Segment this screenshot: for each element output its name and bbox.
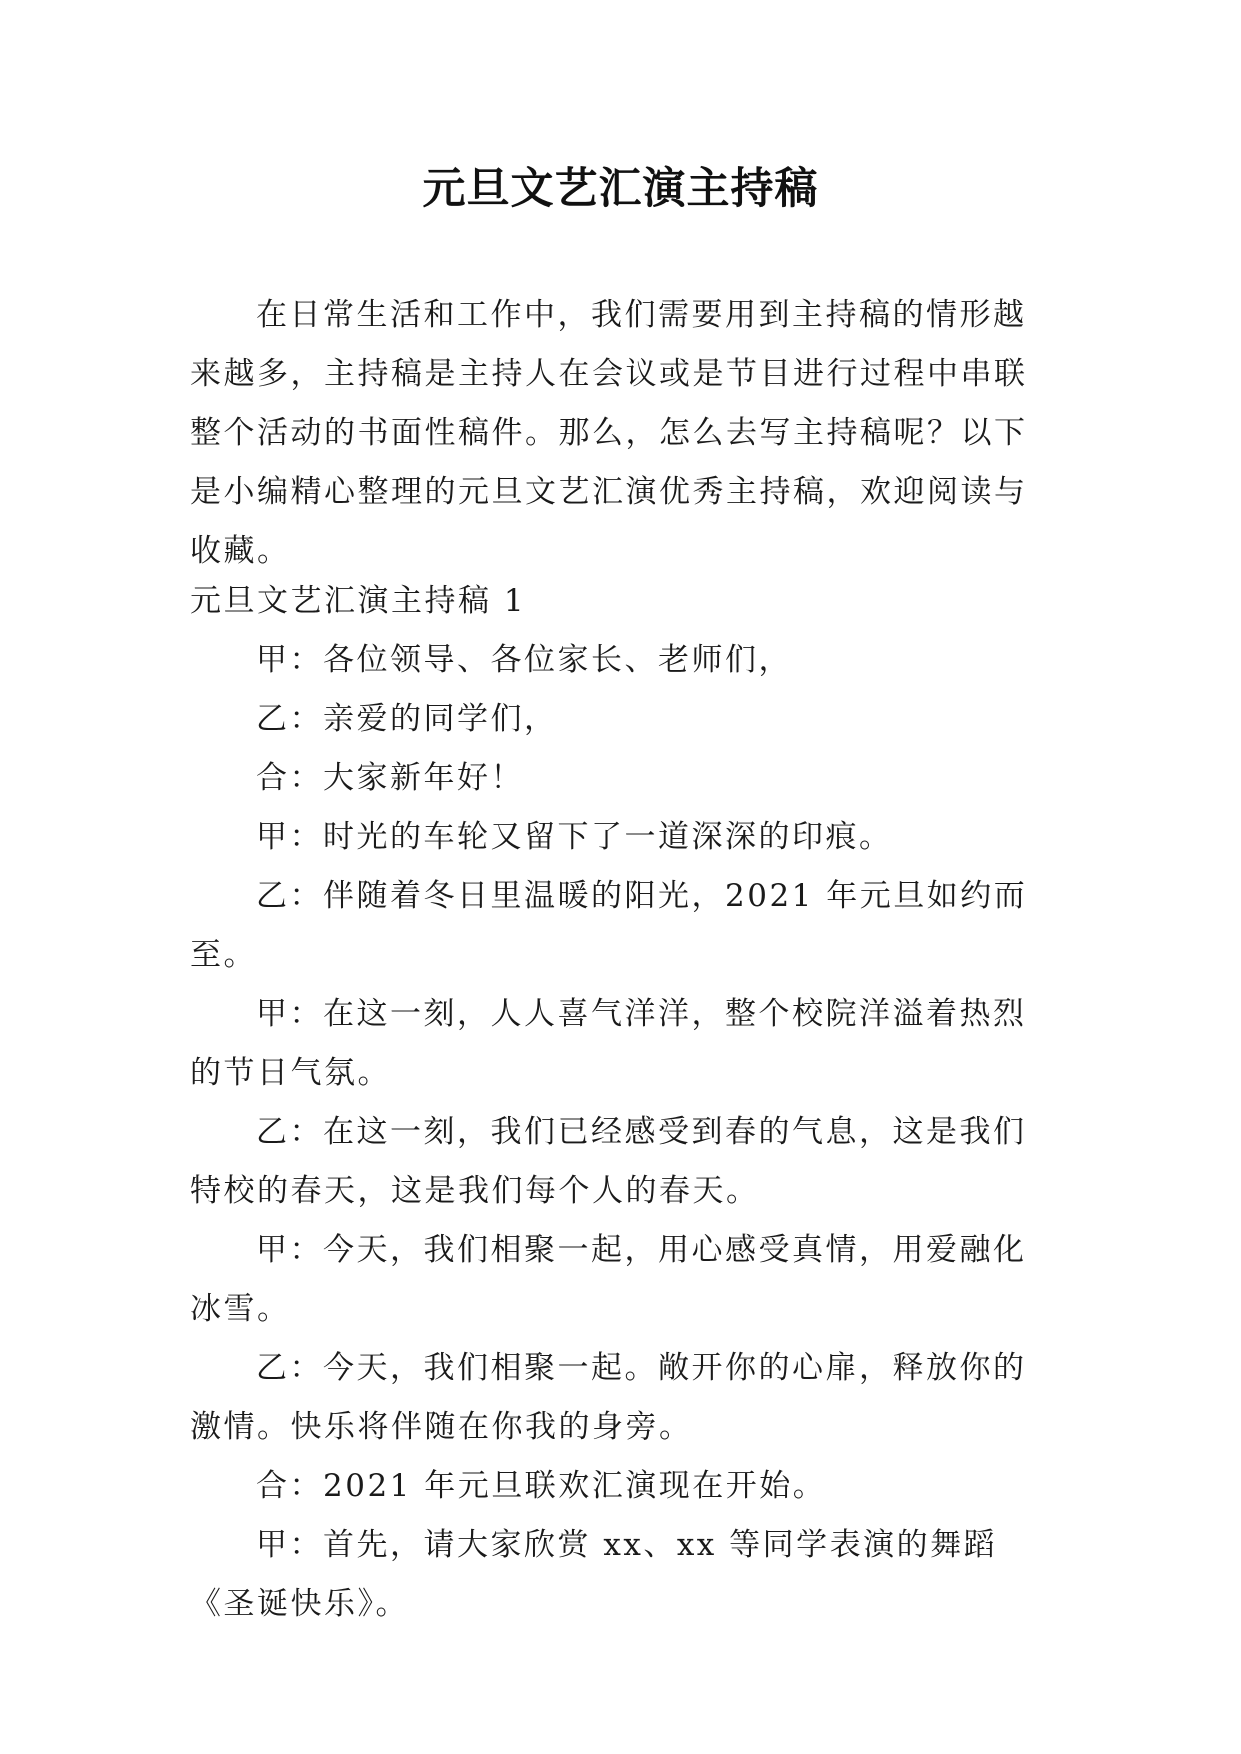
script-line: 乙：在这一刻，我们已经感受到春的气息，这是我们特校的春天，这是我们每个人的春天。 xyxy=(190,1114,1027,1209)
script-line: 合：2021 年元旦联欢汇演现在开始。 xyxy=(256,1468,827,1504)
script-line: 甲：今天，我们相聚一起，用心感受真情，用爱融化冰雪。 xyxy=(190,1232,1027,1327)
section-title: 元旦文艺汇演主持稿 1 xyxy=(190,583,527,619)
script-line: 合：大家新年好！ xyxy=(256,760,524,796)
script-line: 甲：首先，请大家欣赏 xx、xx 等同学表演的舞蹈《圣诞快乐》。 xyxy=(190,1527,998,1622)
intro-text: 在日常生活和工作中，我们需要用到主持稿的情形越来越多，主持稿是主持人在会议或是节目进行过程中串联整个活动的书面性稿件。那么，怎么去写主持稿呢？以下是小编精心整理的元旦文艺汇演优秀主持稿，欢迎阅读与收藏。 xyxy=(190,297,1028,569)
script-section xyxy=(190,572,1052,1634)
script-line: 甲：各位领导、各位家长、老师们， xyxy=(256,642,792,678)
script-line: 甲：在这一刻，人人喜气洋洋，整个校院洋溢着热烈的节日气氛。 xyxy=(190,996,1027,1091)
script-line: 乙：伴随着冬日里温暖的阳光，2021 年元旦如约而至。 xyxy=(190,878,1028,973)
page-title: 元旦文艺汇演主持稿 xyxy=(422,164,819,214)
script-line: 甲：时光的车轮又留下了一道深深的印痕。 xyxy=(256,819,893,855)
script-line: 乙：亲爱的同学们， xyxy=(256,701,558,737)
script-line: 乙：今天，我们相聚一起。敞开你的心扉，释放你的激情。快乐将伴随在你我的身旁。 xyxy=(190,1350,1027,1445)
intro-paragraph xyxy=(190,286,1052,581)
